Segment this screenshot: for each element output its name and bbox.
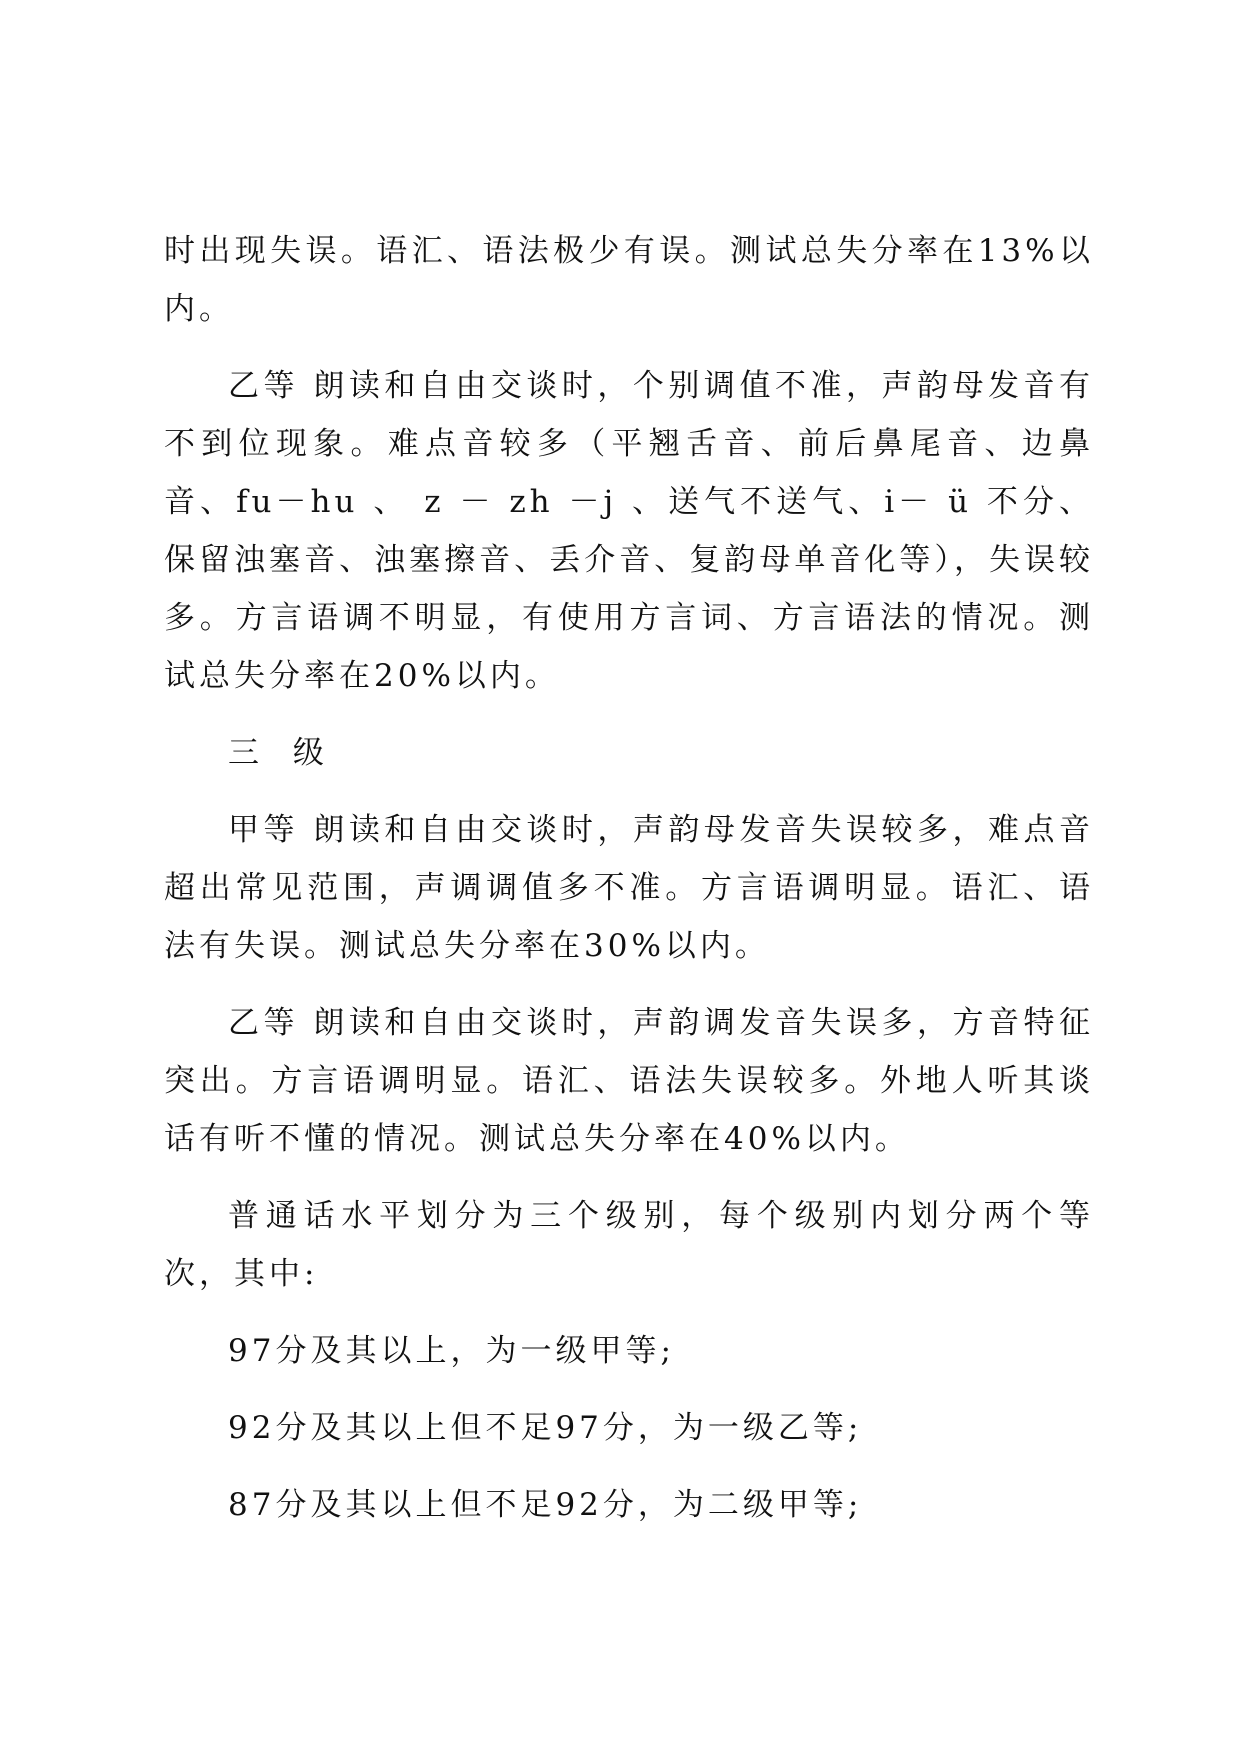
score-rule-1b: 92分及其以上但不足97分，为一级乙等; [228,1410,863,1446]
score-rule-2a: 87分及其以上但不足92分，为二级甲等; [228,1487,863,1523]
paragraph-level3-grade-a: 甲等 朗读和自由交谈时，声韵母发音失误较多，难点音超出常见范围，声调调值多不准。方言语调明显。语汇、语法有失误。测试总失分率在30%以内。 [164,812,1094,964]
document-body [164,222,1094,1553]
section-heading-level3: 三 级 [228,735,336,771]
score-rule-1a: 97分及其以上，为一级甲等; [228,1333,675,1369]
paragraph-level2-grade-b: 乙等 朗读和自由交谈时，个别调值不准，声韵母发音有不到位现象。难点音较多（平翘舌音、前后鼻尾音、边鼻音、fu－hu 、 z － zh －j 、送气不送气、i－ ü 不分、保留浊塞音、浊塞擦音、丢介音、复韵母单音化等），失误较多。方言语调不明显，有使用方言词、方言语法的情况。测试总失分率在20%以内。 [164,368,1094,694]
paragraph-level-division: 普通话水平划分为三个级别，每个级别内划分两个等次，其中: [164,1198,1094,1292]
paragraph-continuation: 时出现失误。语汇、语法极少有误。测试总失分率在13%以内。 [164,233,1094,327]
paragraph-level3-grade-b: 乙等 朗读和自由交谈时，声韵调发音失误多，方音特征突出。方言语调明显。语汇、语法失误较多。外地人听其谈话有听不懂的情况。测试总失分率在40%以内。 [164,1005,1094,1157]
